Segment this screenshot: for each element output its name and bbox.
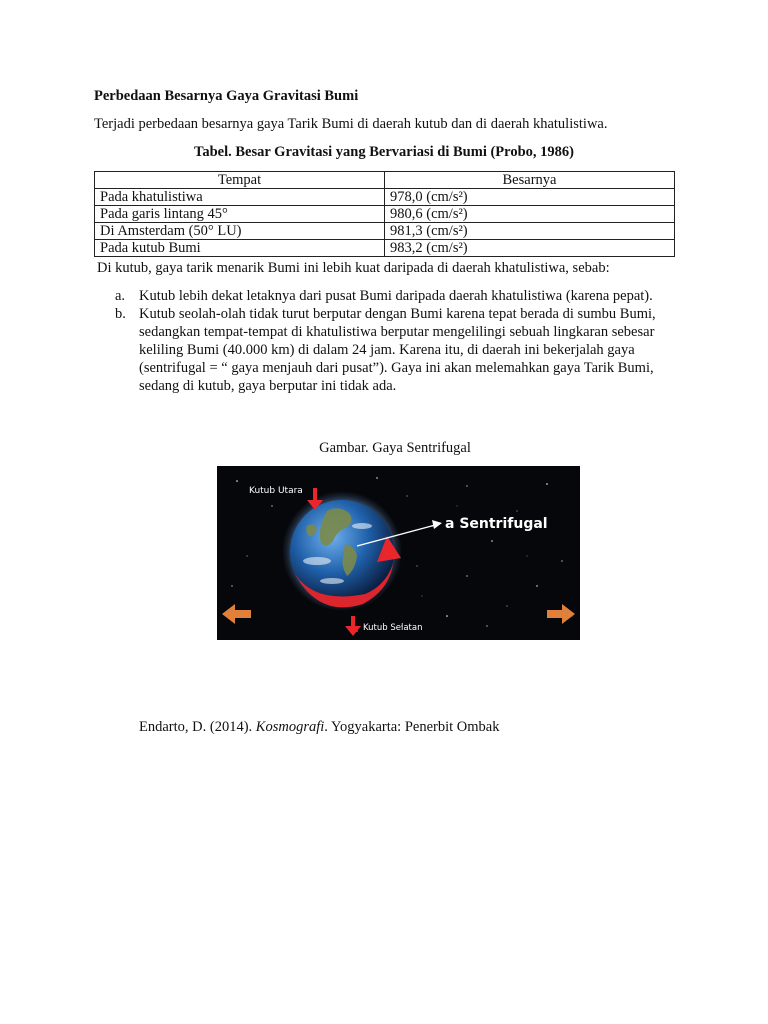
table-row	[95, 223, 675, 240]
table-row	[95, 189, 675, 206]
cell-place: Pada garis lintang 45°	[95, 206, 385, 223]
list-text: Kutub seolah-olah tidak turut berputar dengan Bumi karena tepat berada di sumbu Bumi, sedangkan tempat-tempat di khatulistiwa berputar mengelilingi sebuah lingkaran sebesar keliling Bumi (40.000 km) di dalam 24 jam. Karena itu, di daerah ini bekerjalah gaya (sentrifugal = “ gaya menjauh dari pusat”). Gaya ini akan melemahkan gaya Tarik Bumi, sedang di kutub, gaya berputar ini tidak ada.	[139, 306, 656, 394]
reason-list	[115, 287, 675, 395]
cell-value: 980,6 (cm/s²)	[385, 206, 675, 223]
cell-place: Pada kutub Bumi	[95, 240, 385, 257]
section-heading: Perbedaan Besarnya Gaya Gravitasi Bumi	[94, 88, 359, 104]
table-caption: Tabel. Besar Gravitasi yang Bervariasi di Bumi (Probo, 1986)	[194, 144, 574, 160]
list-item	[115, 305, 675, 395]
cell-value: 983,2 (cm/s²)	[385, 240, 675, 257]
list-text: Kutub lebih dekat letaknya dari pusat Bumi daripada daerah khatulistiwa (karena pepat).	[139, 288, 653, 304]
cell-value: 978,0 (cm/s²)	[385, 189, 675, 206]
intro-paragraph: Terjadi perbedaan besarnya gaya Tarik Bumi di daerah kutub dan di daerah khatulistiwa.	[94, 116, 608, 132]
reference	[139, 719, 499, 736]
table-row	[95, 206, 675, 223]
reference-title: Kosmografi	[255, 719, 325, 735]
cell-place: Di Amsterdam (50° LU)	[95, 223, 385, 240]
label-north-pole: Kutub Utara	[249, 486, 303, 496]
label-south-pole: Kutub Selatan	[363, 623, 423, 633]
header-place: Tempat	[95, 172, 385, 189]
label-centrifugal: a Sentrifugal	[445, 516, 548, 532]
list-marker: a.	[115, 288, 126, 304]
header-value: Besarnya	[385, 172, 675, 189]
table-row	[95, 240, 675, 257]
reference-authors: Endarto, D. (2014).	[139, 719, 256, 735]
table-header-row	[95, 172, 675, 189]
figure-illustration	[217, 466, 580, 640]
gravity-table	[94, 171, 675, 257]
list-marker: b.	[115, 306, 126, 322]
cell-value: 981,3 (cm/s²)	[385, 223, 675, 240]
north-arrow-shaft	[313, 488, 317, 502]
centrifugal-figure	[217, 466, 580, 640]
reason-intro: Di kutub, gaya tarik menarik Bumi ini lebih kuat daripada di daerah khatulistiwa, sebab:	[97, 260, 610, 276]
cell-place: Pada khatulistiwa	[95, 189, 385, 206]
figure-caption: Gambar. Gaya Sentrifugal	[319, 440, 471, 456]
list-item	[115, 287, 675, 305]
reference-publisher: . Yogyakarta: Penerbit Ombak	[324, 719, 500, 735]
